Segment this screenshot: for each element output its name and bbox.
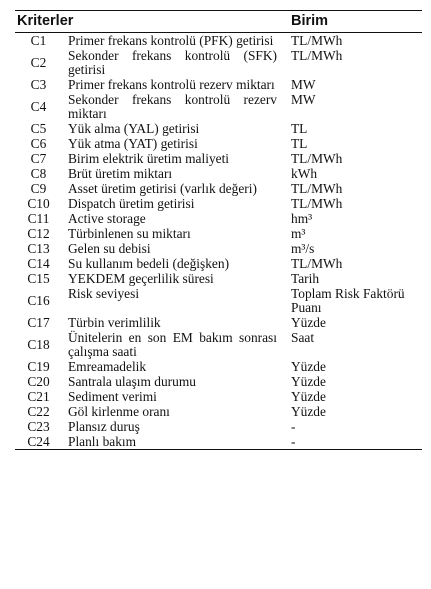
table-row [15,241,422,256]
row-unit: TL [291,121,308,136]
row-criterion: Göl kirlenme oranı [68,404,170,419]
row-code: C18 [27,337,50,352]
row-criterion: Primer frekans kontrolü rezerv miktarı [68,77,275,92]
row-criterion: Santrala ulaşım durumu [68,374,196,389]
row-unit: Yüzde [291,315,326,330]
row-unit: TL/MWh [291,151,343,166]
row-criterion: YEKDEM geçerlilik süresi [68,271,214,286]
criteria-table [15,10,422,450]
row-criterion: Plansız duruş [68,419,140,434]
row-unit: TL/MWh [291,196,343,211]
row-criterion: Asset üretim getirisi (varlık değeri) [68,181,257,196]
row-criterion: Ünitelerin en son EM bakım sonrası çalışma saati [68,330,277,359]
table-row [15,359,422,374]
row-code: C4 [30,99,47,114]
row-code: C10 [27,196,50,211]
row-criterion: Risk seviyesi [68,286,140,301]
row-code: C22 [27,404,50,419]
table-row [15,151,422,166]
table-row [15,330,422,359]
header-unit: Birim [291,11,422,33]
row-code: C23 [27,419,50,434]
row-code: C1 [30,33,47,48]
row-code: C16 [27,293,50,308]
row-criterion: Türbin verimlilik [68,315,161,330]
table-row [15,434,422,450]
row-code: C6 [30,136,47,151]
table-row [15,226,422,241]
table-row [15,136,422,151]
table-row [15,271,422,286]
row-unit: Yüzde [291,374,326,389]
row-code: C19 [27,359,50,374]
row-code: C7 [30,151,47,166]
row-code: C2 [30,55,47,70]
table-row [15,256,422,271]
row-unit: Yüzde [291,389,326,404]
row-criterion: Sekonder frekans kontrolü (SFK) getirisi [68,48,277,77]
row-unit: Tarih [291,271,320,286]
row-unit: Yüzde [291,359,326,374]
row-code: C5 [30,121,47,136]
table-row [15,166,422,181]
row-criterion: Primer frekans kontrolü (PFK) getirisi [68,33,274,48]
row-unit: m³/s [291,241,315,256]
table-row [15,33,422,49]
table-row [15,77,422,92]
row-criterion: Emreamadelik [68,359,147,374]
row-unit: Saat [291,330,315,345]
row-code: C20 [27,374,50,389]
table-body [15,33,422,450]
row-code: C14 [27,256,50,271]
table-row [15,404,422,419]
row-unit: hm³ [291,211,313,226]
row-code: C13 [27,241,50,256]
table-row [15,196,422,211]
row-unit: m³ [291,226,306,241]
row-code: C11 [27,211,50,226]
row-code: C3 [30,77,47,92]
table-row [15,374,422,389]
table-row [15,389,422,404]
table-row [15,315,422,330]
table-row [15,92,422,121]
row-unit: - [291,419,296,434]
row-criterion: Sediment verimi [68,389,157,404]
row-criterion: Gelen su debisi [68,241,151,256]
table-row [15,181,422,196]
row-criterion: Türbinlenen su miktarı [68,226,191,241]
row-unit: TL/MWh [291,181,343,196]
row-criterion: Planlı bakım [62,434,291,450]
header-criteria: Kriterler [15,11,291,33]
row-criterion: Brüt üretim miktarı [68,166,173,181]
table-row [15,419,422,434]
row-code: C24 [15,434,62,450]
row-unit: Toplam Risk Faktörü Puanı [291,286,405,315]
row-unit: TL/MWh [291,33,343,48]
row-criterion: Su kullanım bedeli (değişken) [68,256,230,271]
row-unit: MW [291,92,316,107]
table-header [15,11,422,33]
header-row [15,11,422,33]
row-unit: MW [291,77,316,92]
row-unit: - [291,434,422,450]
row-unit: TL/MWh [291,256,343,271]
row-code: C9 [30,181,47,196]
row-code: C12 [27,226,50,241]
row-criterion: Birim elektrik üretim maliyeti [68,151,230,166]
row-code: C15 [27,271,50,286]
row-unit: Yüzde [291,404,326,419]
table-row [15,121,422,136]
row-unit: TL/MWh [291,48,343,63]
row-criterion: Sekonder frekans kontrolü rezerv miktarı [68,92,277,121]
table-row [15,48,422,77]
row-criterion: Yük alma (YAL) getirisi [68,121,200,136]
row-unit: TL [291,136,308,151]
row-code: C8 [30,166,47,181]
row-code: C21 [27,389,50,404]
row-criterion: Active storage [68,211,146,226]
row-code: C17 [27,315,50,330]
row-unit: kWh [291,166,318,181]
table-row [15,211,422,226]
row-criterion: Dispatch üretim getirisi [68,196,195,211]
row-criterion: Yük atma (YAT) getirisi [68,136,198,151]
table-row [15,286,422,315]
